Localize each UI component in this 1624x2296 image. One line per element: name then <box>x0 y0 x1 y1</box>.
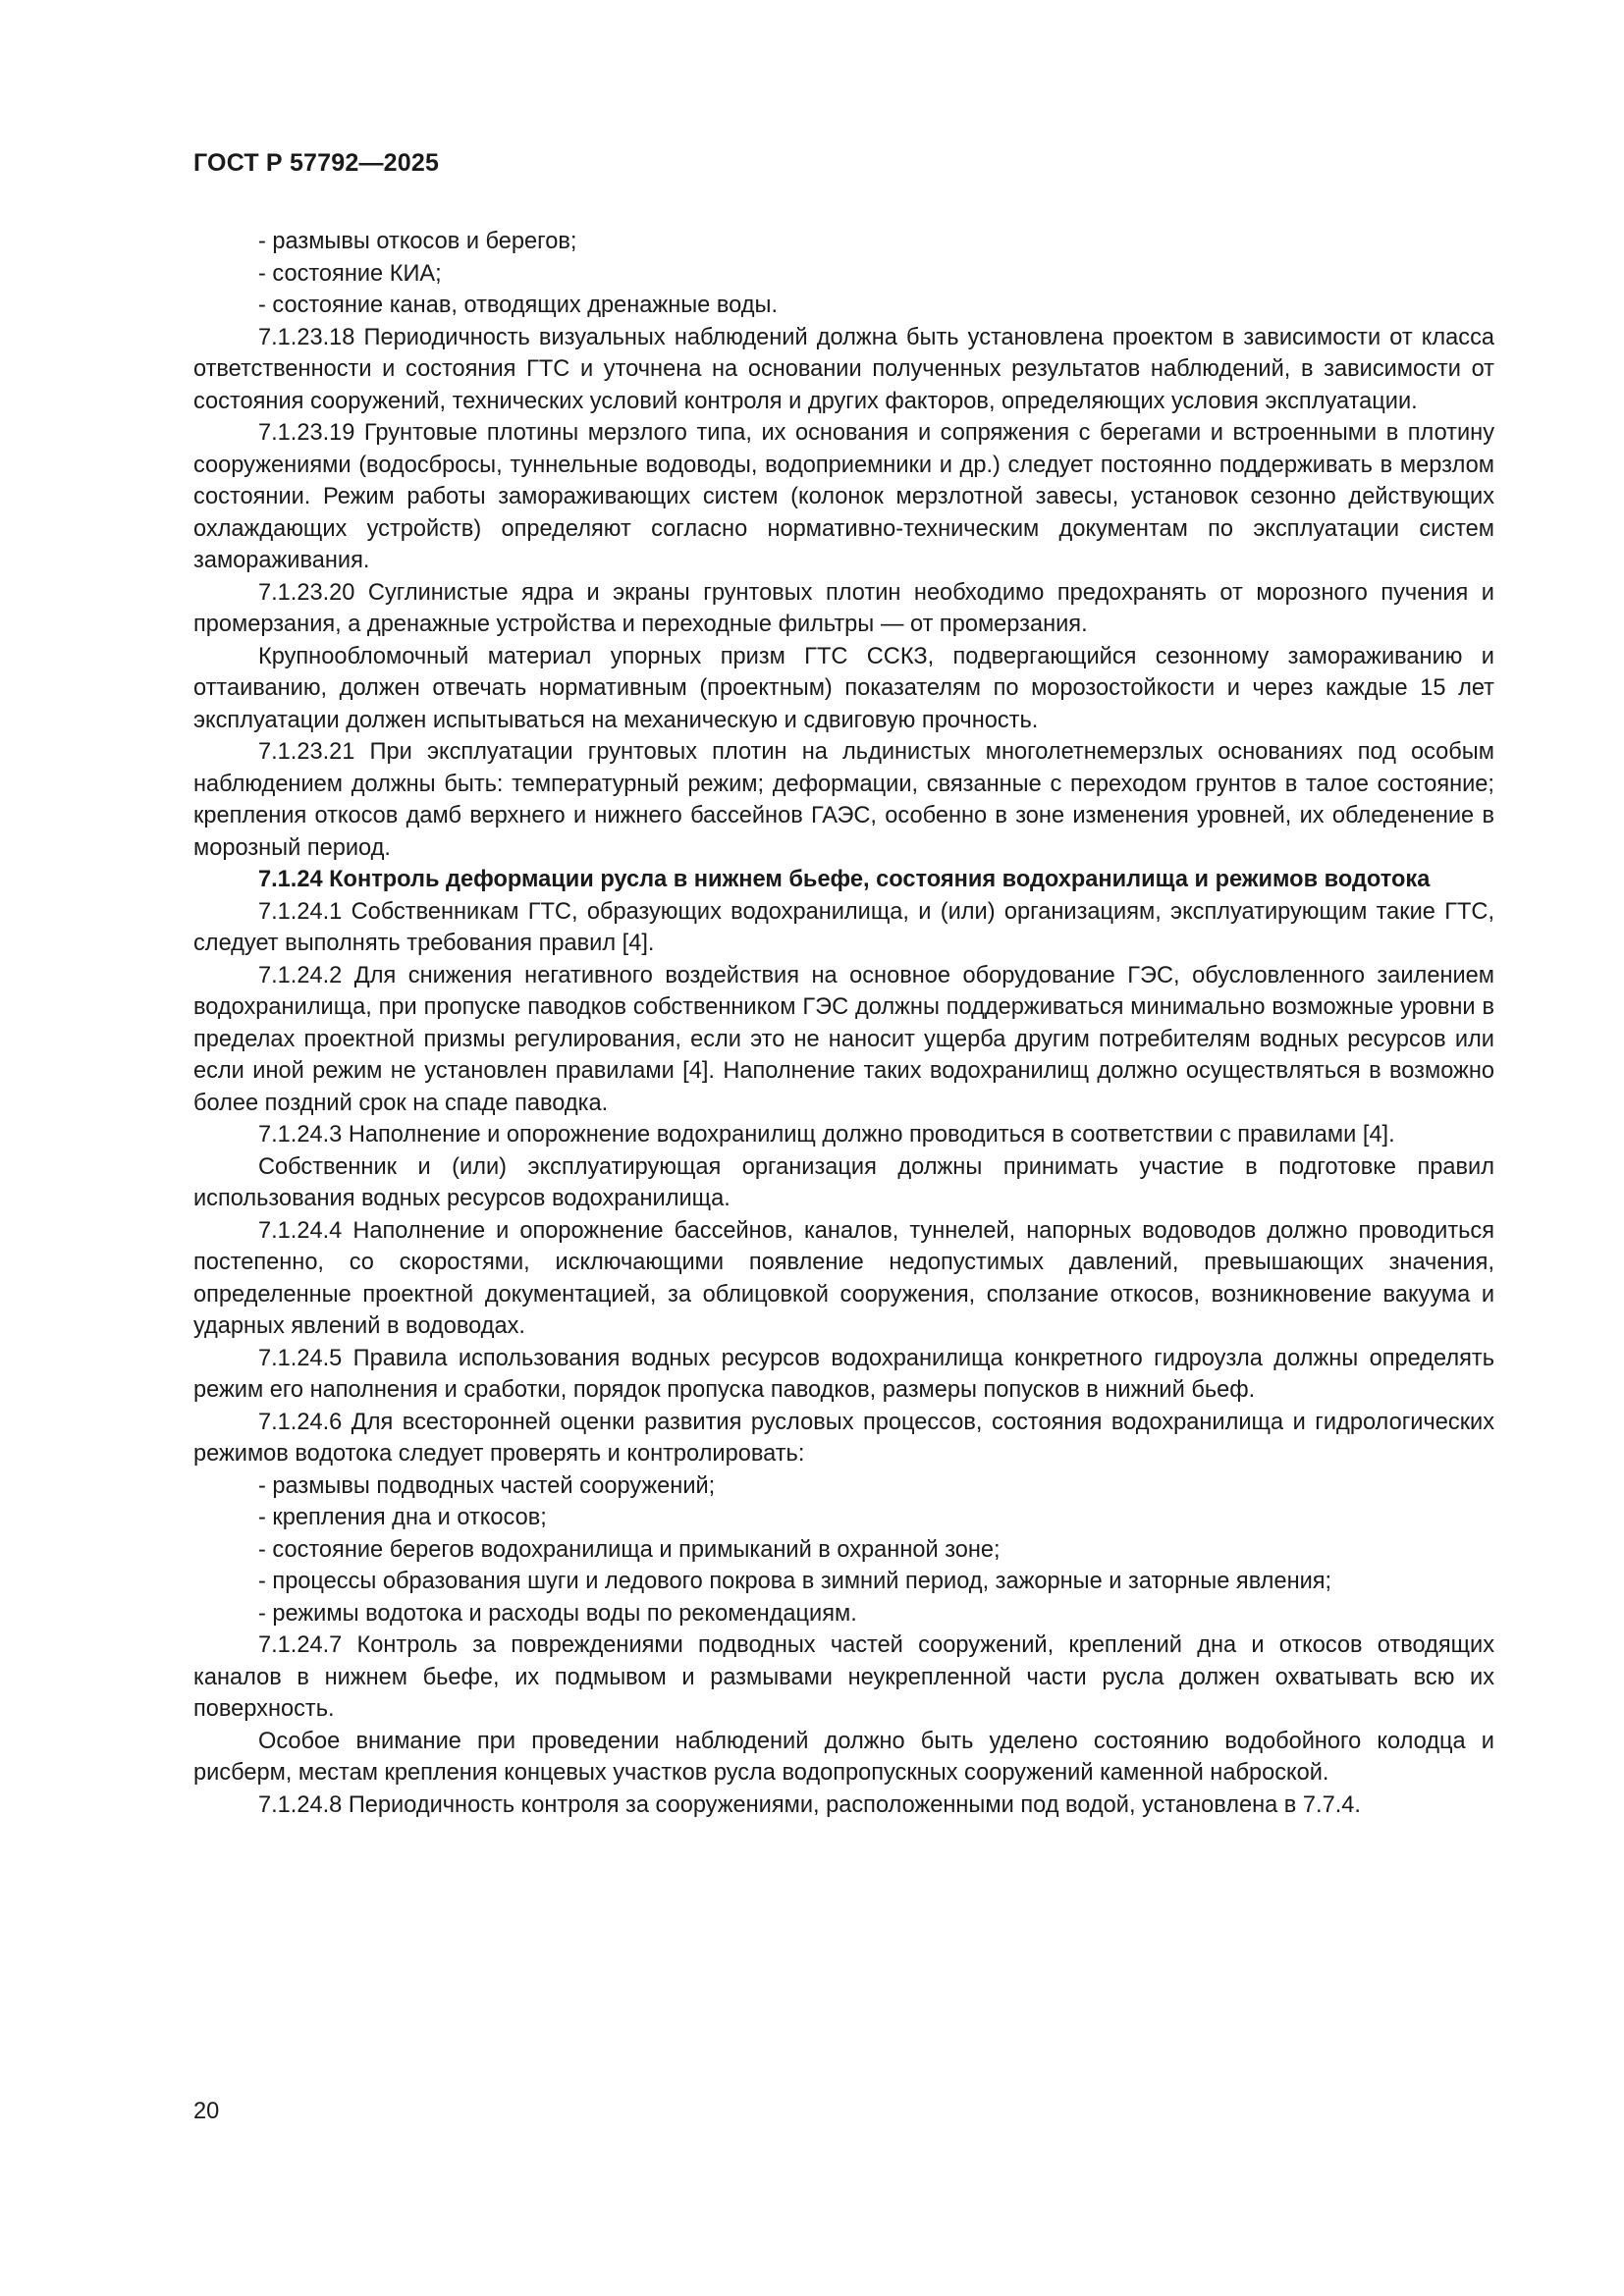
clause-7-1-23-21: 7.1.23.21 При эксплуатации грунтовых плотин на льдинистых многолетнемерзлых основаниях под особым наблюдением должны быть: температурный режим; деформации, связанные с переходом грунтов в талое состояние; крепления откосов дамб верхнего и нижнего бассейнов ГАЭС, особенно в зоне изменения уровней, их обледенение в морозный период. <box>193 739 1494 861</box>
document-standard-header: ГОСТ Р 57792—2025 <box>193 149 440 177</box>
clause-7-1-24-2: 7.1.24.2 Для снижения негативного воздействия на основное оборудование ГЭС, обусловленного заилением водохранилища, при пропуске паводков собственником ГЭС должны поддерживаться минимально возможные уровни в пределах проектной призмы регулирования, если это не наносит ущерба другим потребителям водных ресурсов или если иной режим не установлен правилами [4]. Наполнение таких водохранилищ должно осуществляться в возможно более поздний срок на спаде паводка. <box>193 962 1494 1116</box>
clause-7-1-24-4: 7.1.24.4 Наполнение и опорожнение бассейнов, каналов, туннелей, напорных водоводов должно проводиться постепенно, со скоростями, исключающими появление недопустимых давлений, превышающих значения, определенные проектной документацией, за облицовкой сооружения, сползание откосов, возникновение вакуума и ударных явлений в водоводах. <box>193 1217 1494 1339</box>
clause-7-1-24-7: 7.1.24.7 Контроль за повреждениями подводных частей сооружений, креплений дна и откосов отводящих каналов в нижнем бьефе, их подмывом и размывами неукрепленной части русла должен охватывать всю их поверхность. <box>193 1632 1494 1722</box>
clause-7-1-23-20: 7.1.23.20 Суглинистые ядра и экраны грунтовых плотин необходимо предохранять от морозного пучения и промерзания, а дренажные устройства и переходные фильтры — от промерзания. <box>193 579 1494 637</box>
clause-7-1-24-6: 7.1.24.6 Для всесторонней оценки развития русловых процессов, состояния водохранилища и гидрологических режимов водотока следует проверять и контролировать: <box>193 1409 1494 1467</box>
clause-7-1-24-1: 7.1.24.1 Собственникам ГТС, образующих водохранилища, и (или) организациям, эксплуатирующим такие ГТС, следует выполнять требования правил [4]. <box>193 898 1494 956</box>
clause-7-1-24-3: 7.1.24.3 Наполнение и опорожнение водохранилищ должно проводиться в соответствии с правилами [4]. <box>258 1122 1395 1148</box>
list-item: - режимы водотока и расходы воды по рекомендациям. <box>258 1600 857 1627</box>
paragraph: Собственник и (или) эксплуатирующая организация должны принимать участие в подготовке правил использования водных ресурсов водохранилища. <box>193 1153 1494 1211</box>
page-number: 20 <box>193 2099 220 2124</box>
clause-7-1-23-19: 7.1.23.19 Грунтовые плотины мерзлого типа, их основания и сопряжения с берегами и встроенными в плотину сооружениями (водосбросы, туннельные водоводы, водоприемники и др.) следует постоянно поддерживать в мерзлом состоянии. Режим работы замораживающих систем (колонок мерзлотной завесы, установок сезонно действующих охлаждающих устройств) определяют согласно нормативно-техническим документам по эксплуатации систем замораживания. <box>193 420 1494 573</box>
clause-7-1-24-8: 7.1.24.8 Периодичность контроля за сооружениями, расположенными под водой, установлена в 7.7.4. <box>258 1791 1361 1818</box>
list-item: - размывы откосов и берегов; <box>258 229 577 254</box>
list-item: - процессы образования шуги и ледового покрова в зимний период, зажорные и заторные явления; <box>258 1569 1332 1594</box>
list-item: - состояние берегов водохранилища и примыканий в охранной зоне; <box>258 1536 1001 1563</box>
paragraph: Особое внимание при проведении наблюдений должно быть уделено состоянию водобойного колодца и рисберм, местам крепления концевых участков русла водопропускных сооружений каменной наброской. <box>193 1728 1494 1786</box>
section-heading-7-1-24: 7.1.24 Контроль деформации русла в нижнем бьефе, состояния водохранилища и режимов водотока <box>258 867 1431 892</box>
list-item: - крепления дна и откосов; <box>258 1505 547 1530</box>
document-body <box>193 226 1494 1821</box>
list-item: - состояние канав, отводящих дренажные воды. <box>258 293 779 318</box>
clause-7-1-23-18: 7.1.23.18 Периодичность визуальных наблюдений должна быть установлена проектом в зависимости от класса ответственности и состояния ГТС и уточнена на основании полученных результатов наблюдений, в зависимости от состояния сооружений, технических условий контроля и других факторов, определяющих условия эксплуатации. <box>193 324 1494 414</box>
paragraph: Крупнообломочный материал упорных призм ГТС ССКЗ, подвергающийся сезонному замораживанию и оттаиванию, должен отвечать нормативным (проектным) показателям по морозостойкости и через каждые 15 лет эксплуатации должен испытываться на механическую и сдвиговую прочность. <box>193 643 1494 733</box>
list-item: - состояние КИА; <box>258 260 442 287</box>
clause-7-1-24-5: 7.1.24.5 Правила использования водных ресурсов водохранилища конкретного гидроузла должны определять режим его наполнения и сработки, порядок пропуска паводков, размеры попусков в нижний бьеф. <box>193 1345 1494 1403</box>
list-item: - размывы подводных частей сооружений; <box>258 1472 716 1499</box>
